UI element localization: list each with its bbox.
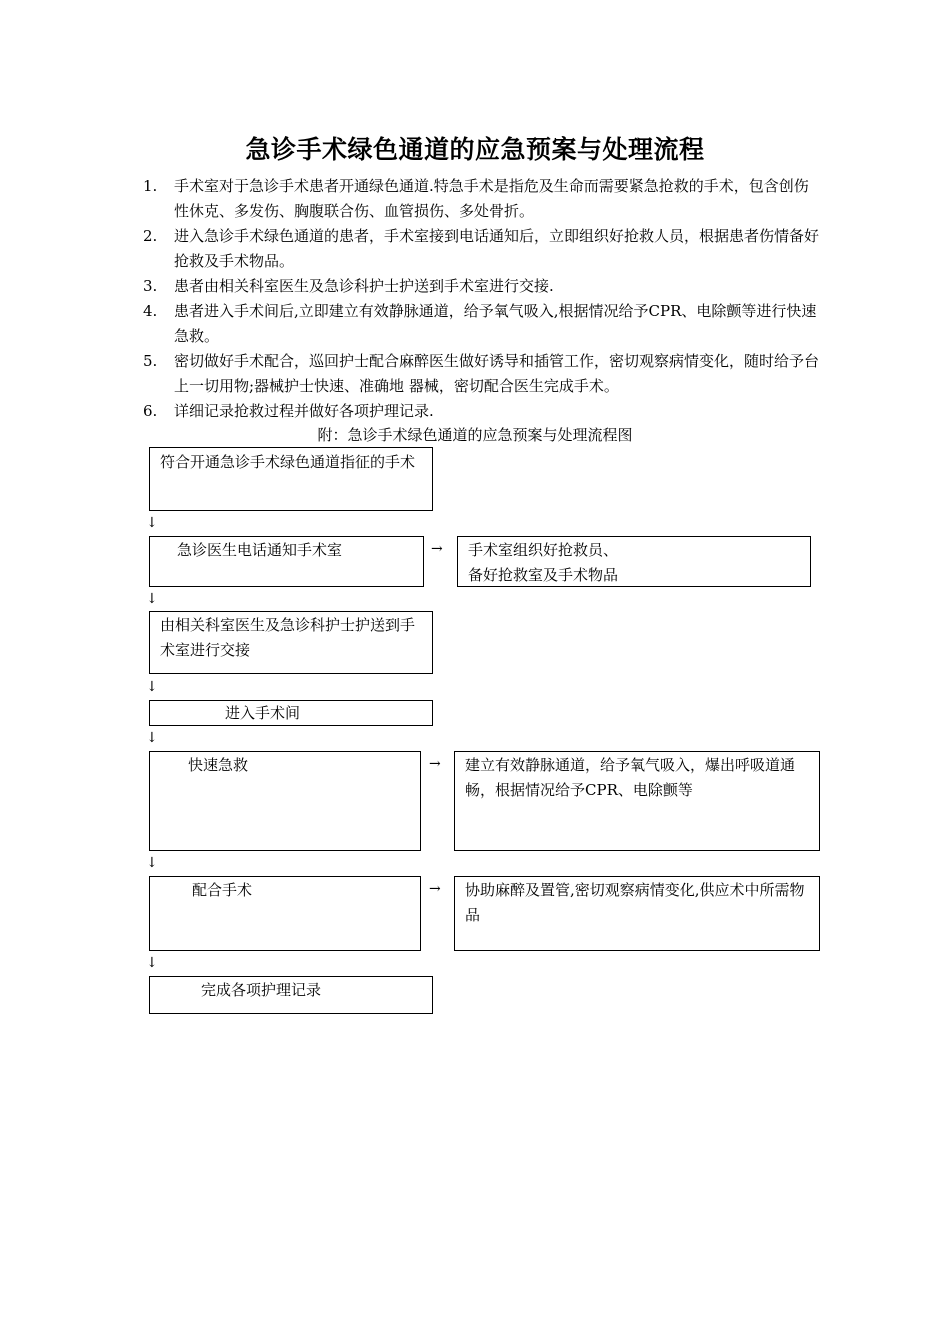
item-text: 详细记录抢救过程并做好各项护理记录.: [174, 402, 434, 420]
flow-box-text: 配合手术: [192, 881, 253, 899]
list-item: [143, 399, 823, 424]
flow-box-text: 进入手术间: [225, 704, 301, 722]
item-number: 2.: [143, 227, 158, 245]
item-number: 3.: [143, 277, 158, 295]
down-arrow-icon: ↓: [146, 679, 158, 695]
item-text: 手术室对于急诊手术患者开通绿色通道.特急手术是指危及生命而需要紧急抢救的手术，包含创伤性休克、多发伤、胸腹联合伤、血管损伤、多处骨折。: [174, 177, 809, 220]
list-item: [143, 224, 823, 274]
item-text: 患者进入手术间后,立即建立有效静脉通道，给予氧气吸入,根据情况给予CPR、电除颤等进行快速急救。: [174, 302, 817, 345]
flow-box-assist-detail: [454, 876, 820, 951]
flow-box-handover: [149, 611, 433, 674]
flow-box-text: 手术室组织好抢救员、: [468, 541, 619, 559]
flow-box-enter-room: [149, 700, 433, 726]
list-item: [143, 274, 823, 299]
down-arrow-icon: ↓: [146, 591, 158, 607]
flow-box-text: 符合开通急诊手术绿色通道指征的手术: [160, 453, 416, 471]
item-number: 1.: [143, 177, 158, 195]
flow-box-indication: [149, 447, 433, 511]
right-arrow-icon: →: [429, 881, 441, 897]
flow-box-text: 快速急救: [188, 756, 249, 774]
flow-box-text: 备好抢救室及手术物品: [468, 566, 619, 584]
item-text: 患者由相关科室医生及急诊科护士护送到手术室进行交接.: [174, 277, 554, 295]
flow-box-text: 由相关科室医生及急诊科护士护送到手术室进行交接: [160, 616, 416, 659]
right-arrow-icon: →: [429, 756, 441, 772]
item-number: 4.: [143, 302, 158, 320]
flowchart-caption: 附：急诊手术绿色通道的应急预案与处理流程图: [317, 426, 633, 444]
document-title: 急诊手术绿色通道的应急预案与处理流程: [245, 135, 705, 164]
flow-box-assist: [149, 876, 421, 951]
flow-box-prepare: [457, 536, 811, 587]
list-item: [143, 299, 823, 349]
flow-box-text: 急诊医生电话通知手术室: [177, 541, 343, 559]
list-item: [143, 349, 823, 399]
item-text: 密切做好手术配合，巡回护士配合麻醉医生做好诱导和插管工作，密切观察病情变化，随时给予台上一切用物;器械护士快速、准确地 器械，密切配合医生完成手术。: [174, 352, 820, 395]
flow-box-rescue-detail: [454, 751, 820, 851]
flow-box-records: [149, 976, 433, 1014]
down-arrow-icon: ↓: [146, 955, 158, 971]
flow-box-text: 建立有效静脉通道，给予氧气吸入，爆出呼吸道通畅，根据情况给予CPR、电除颤等: [465, 756, 796, 799]
flow-box-text: 完成各项护理记录: [201, 981, 322, 999]
down-arrow-icon: ↓: [146, 855, 158, 871]
down-arrow-icon: ↓: [146, 730, 158, 746]
right-arrow-icon: →: [431, 541, 443, 557]
item-text: 进入急诊手术绿色通道的患者，手术室接到电话通知后，立即组织好抢救人员，根据患者伤情备好抢救及手术物品。: [174, 227, 820, 270]
procedure-list: [143, 174, 823, 424]
flow-box-notify: [149, 536, 424, 587]
down-arrow-icon: ↓: [146, 515, 158, 531]
flow-box-rescue: [149, 751, 421, 851]
flow-box-text: 协助麻醉及置管,密切观察病情变化,供应术中所需物品: [465, 881, 805, 924]
list-item: [143, 174, 823, 224]
item-number: 5.: [143, 352, 158, 370]
item-number: 6.: [143, 402, 158, 420]
